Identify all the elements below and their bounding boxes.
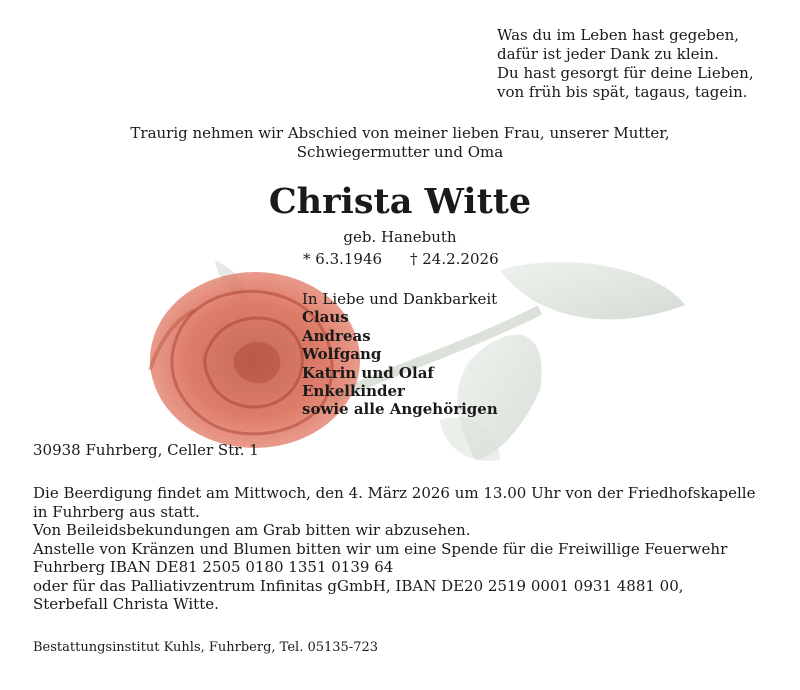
birth-date: * 6.3.1946 (303, 250, 383, 268)
mourner-name: sowie alle Angehörigen (302, 400, 498, 419)
notice-line: in Fuhrberg aus statt. (33, 502, 200, 521)
poem-line: Was du im Leben hast gegeben, (497, 26, 740, 44)
mourner-name: Katrin und Olaf (302, 363, 434, 382)
poem-line: von früh bis spät, tagaus, tagein. (497, 83, 748, 101)
mourners-lead: In Liebe und Dankbarkeit (302, 290, 498, 308)
notice-line: Die Beerdigung findet am Mittwoch, den 4. März 2026 um 13.00 Uhr von der Friedhofskapelle (33, 484, 756, 502)
mourner-name: Wolfgang (302, 345, 382, 364)
funeral-home-footer: Bestattungsinstitut Kuhls, Fuhrberg, Tel. 05135-723 (33, 640, 379, 655)
funeral-notice (33, 484, 773, 614)
address: 30938 Fuhrberg, Celler Str. 1 (33, 441, 259, 459)
mourner-name: Claus (302, 308, 349, 327)
mourner-name: Enkelkinder (302, 382, 405, 401)
deceased-name: Christa Witte (268, 181, 532, 222)
birth-name: geb. Hanebuth (343, 228, 457, 246)
death-date: † 24.2.2026 (410, 250, 499, 268)
notice-line: Anstelle von Kränzen und Blumen bitten wir um eine Spende für die Freiwillige Feuerwehr (33, 539, 728, 558)
poem-line: Du hast gesorgt für deine Lieben, (497, 64, 754, 82)
mourner-name: Andreas (302, 326, 371, 345)
notice-line: Sterbefall Christa Witte. (33, 595, 219, 613)
notice-line: Von Beileidsbekundungen am Grab bitten wir abzusehen. (33, 521, 471, 539)
intro-line-1: Traurig nehmen wir Abschied von meiner lieben Frau, unserer Mutter, (130, 124, 670, 142)
poem (497, 26, 787, 102)
intro-line-2: Schwiegermutter und Oma (296, 143, 504, 161)
notice-line: oder für das Palliativzentrum Infinitas gGmbH, IBAN DE20 2519 0001 0931 4881 00, (33, 576, 684, 595)
poem-line: dafür ist jeder Dank zu klein. (497, 45, 719, 63)
notice-line: Fuhrberg IBAN DE81 2505 0180 1351 0139 64 (33, 558, 394, 576)
intro-text (0, 124, 800, 162)
mourners-list (302, 290, 662, 419)
